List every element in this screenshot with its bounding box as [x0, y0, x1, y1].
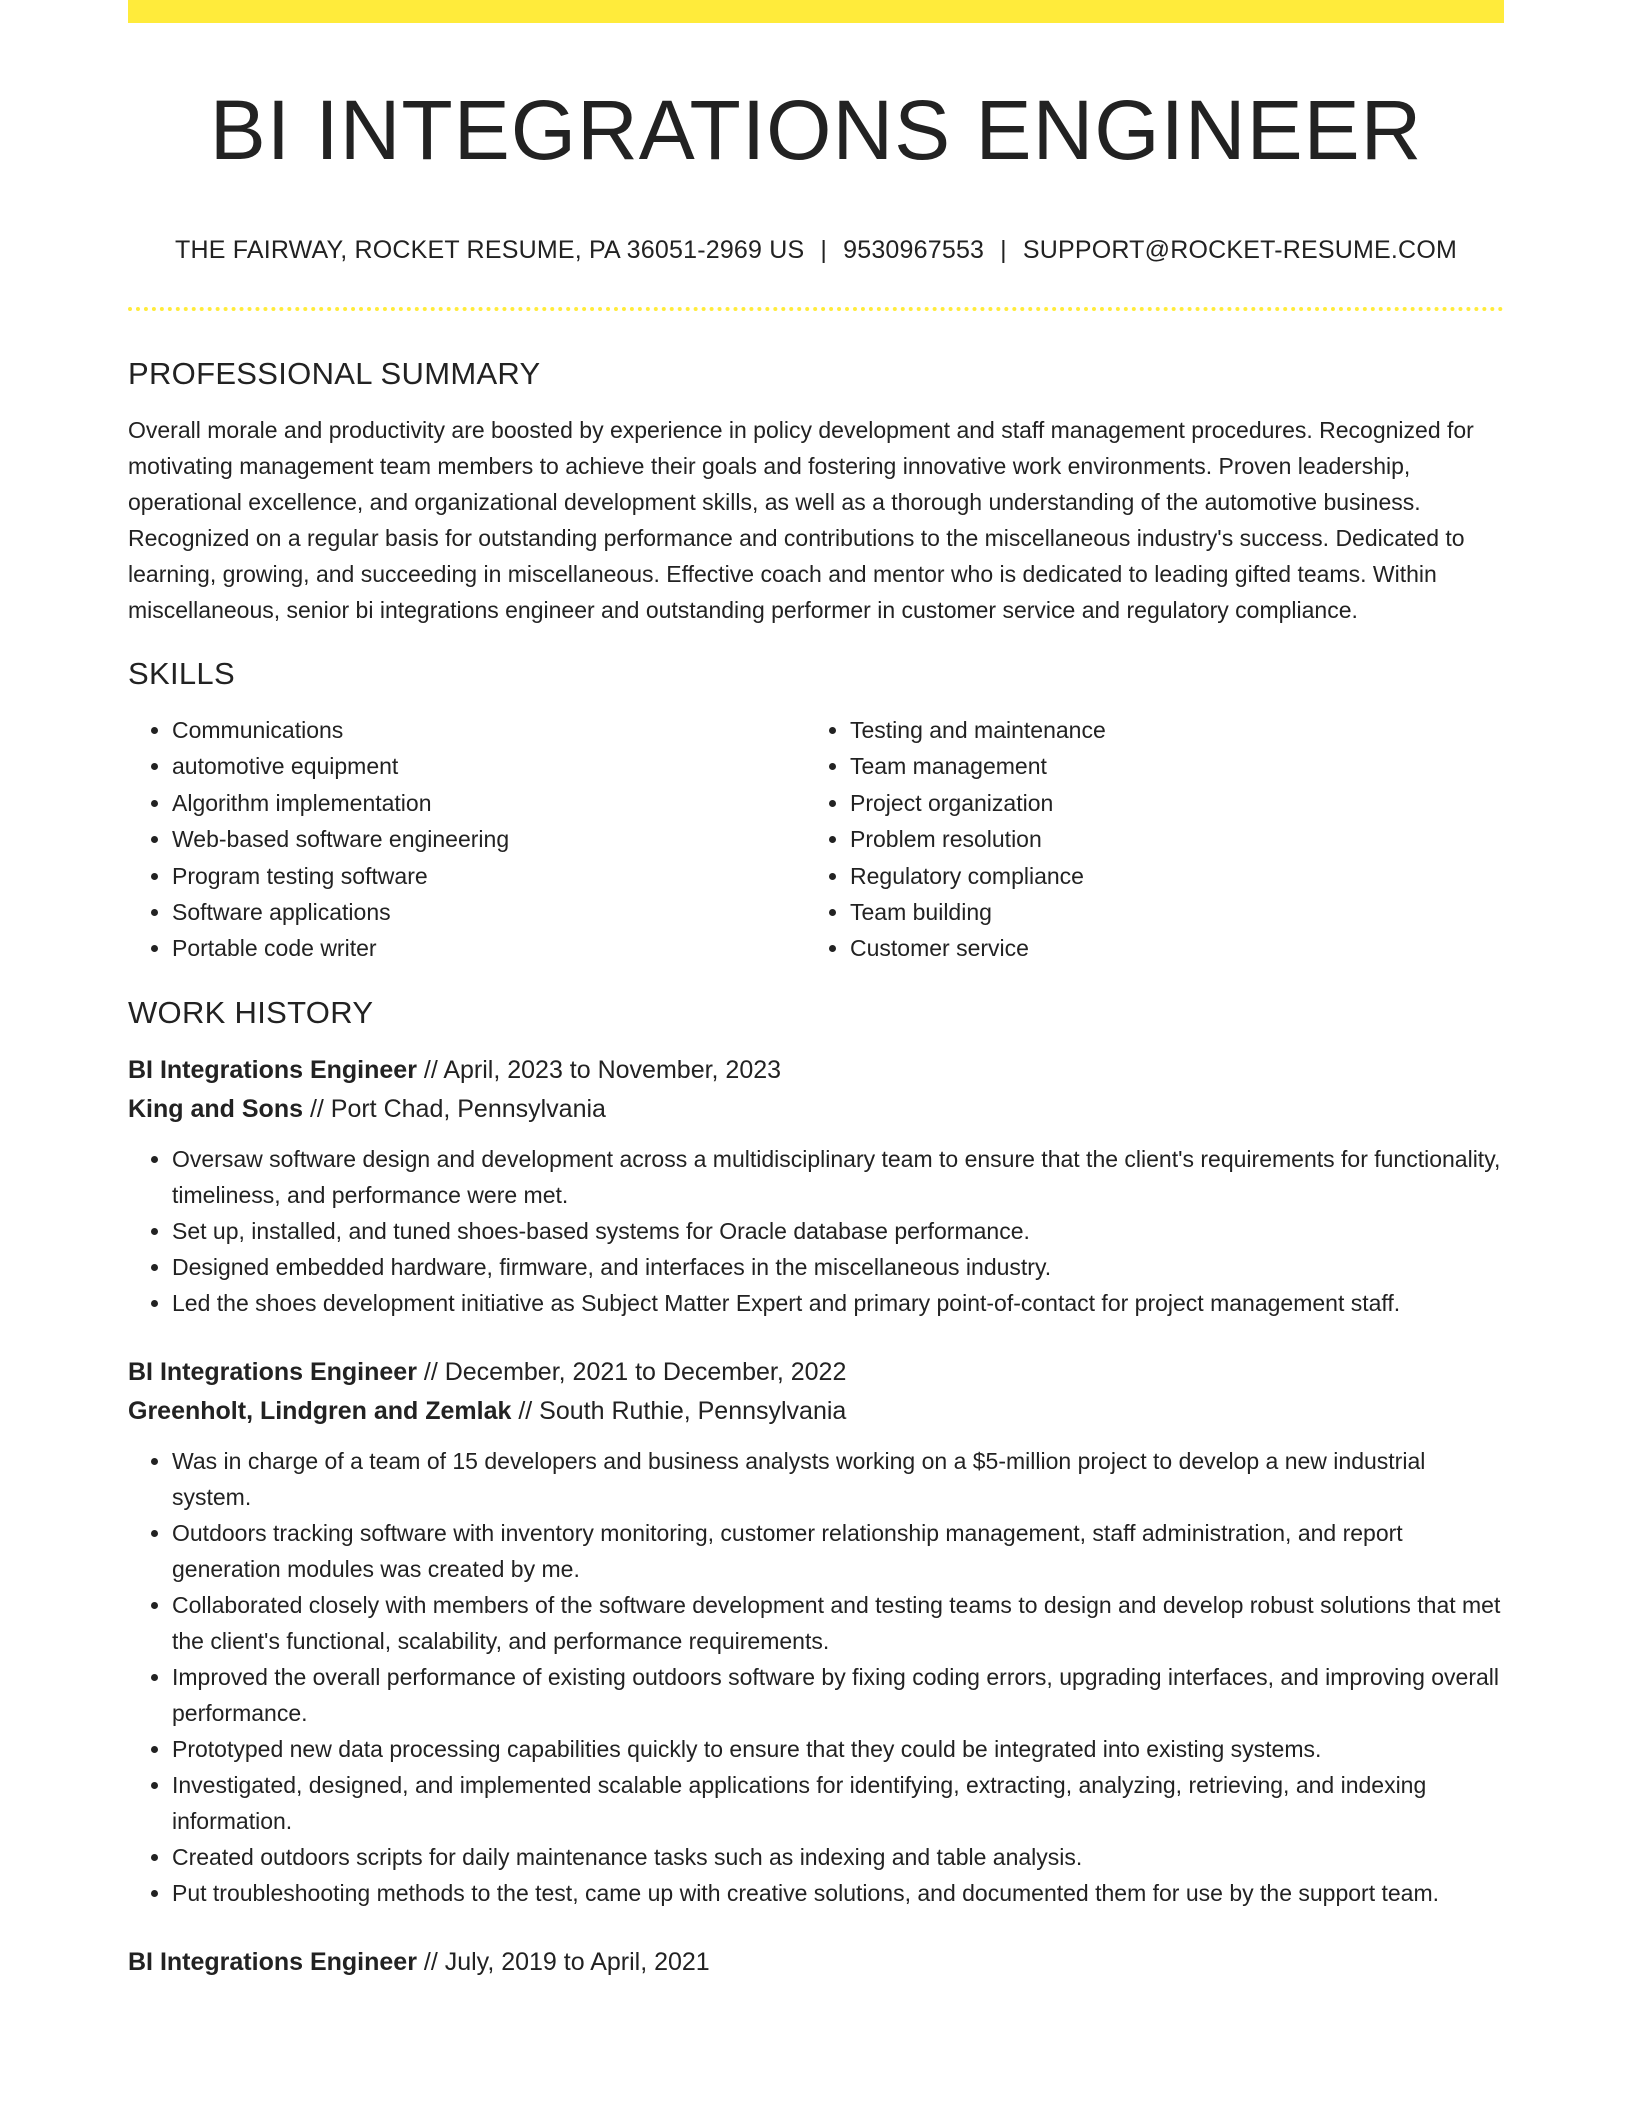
job-bullet: • Outdoors tracking software with inventory monitoring, customer relationship management, staff administration, and report generation modules was created by me. — [172, 1515, 1504, 1587]
job-role: BI Integrations Engineer — [128, 1055, 417, 1084]
job-bullet: • Was in charge of a team of 15 developers and business analysts working on a $5-million project to develop a new industrial system. — [172, 1443, 1504, 1515]
job-company-line — [128, 1090, 1504, 1129]
job-role-line — [128, 1353, 1504, 1392]
resume-title: BI INTEGRATIONS ENGINEER — [209, 83, 1423, 177]
skill-item: • Algorithm implementation — [172, 785, 806, 821]
contact-phone: 9530967553 — [843, 236, 985, 264]
skill-item: • Customer service — [850, 930, 1484, 966]
summary-heading: PROFESSIONAL SUMMARY — [128, 356, 541, 391]
skill-item: • Project organization — [850, 785, 1484, 821]
skill-item: • Testing and maintenance — [850, 712, 1484, 748]
job-dates: // December, 2021 to December, 2022 — [416, 1357, 847, 1386]
job-entry — [128, 1051, 1504, 1321]
job-bullet: • Designed embedded hardware, firmware, and interfaces in the miscellaneous industry. — [172, 1249, 1504, 1285]
job-location: // Port Chad, Pennsylvania — [303, 1094, 606, 1123]
job-location: // South Ruthie, Pennsylvania — [511, 1396, 847, 1425]
job-bullet: • Prototyped new data processing capabilities quickly to ensure that they could be integrated into existing systems. — [172, 1731, 1504, 1767]
skill-item: • Web-based software engineering — [172, 821, 806, 857]
job-dates: // July, 2019 to April, 2021 — [416, 1947, 710, 1976]
job-company-line — [128, 1392, 1504, 1431]
job-company: King and Sons — [128, 1094, 303, 1123]
skill-item: • Communications — [172, 712, 806, 748]
skill-item: • Portable code writer — [172, 930, 806, 966]
skill-item: • Program testing software — [172, 858, 806, 894]
skills-right-list — [806, 712, 1484, 967]
section-spacer — [128, 967, 1504, 991]
job-bullet: • Set up, installed, and tuned shoes-based systems for Oracle database performance. — [172, 1213, 1504, 1249]
job-bullet: • Led the shoes development initiative as Subject Matter Expert and primary point-of-contact for project management staff. — [172, 1285, 1504, 1321]
job-bullet: • Put troubleshooting methods to the test, came up with creative solutions, and documented them for use by the support team. — [172, 1875, 1504, 1911]
work-history-heading: WORK HISTORY — [128, 994, 374, 1030]
contact-separator: | — [820, 236, 828, 264]
skill-item: • Regulatory compliance — [850, 858, 1484, 894]
contact-separator: | — [1000, 236, 1007, 264]
contact-address: THE FAIRWAY, ROCKET RESUME, PA 36051-2969 US — [175, 236, 805, 264]
job-bullet: • Collaborated closely with members of the software development and testing teams to design and develop robust solutions that met the client's functional, scalability, and performance requirements. — [172, 1587, 1504, 1659]
job-bullets — [128, 1141, 1504, 1321]
skill-item: • Team management — [850, 748, 1484, 784]
job-bullet: • Created outdoors scripts for daily maintenance tasks such as indexing and table analysis. — [172, 1839, 1504, 1875]
skill-item: • Software applications — [172, 894, 806, 930]
contact-email: SUPPORT@ROCKET-RESUME.COM — [1022, 236, 1457, 264]
job-role-line — [128, 1943, 1504, 1982]
skills-left-list — [128, 712, 806, 967]
job-dates: // April, 2023 to November, 2023 — [416, 1055, 782, 1084]
skill-item: • Team building — [850, 894, 1484, 930]
summary-text: Overall morale and productivity are boosted by experience in policy development and staff management procedures. Recognized for motivating management team members to achieve their goals and fostering innovative work environments. Proven leadership, operational excellence, and organizational development skills, as well as a thorough understanding of the automotive business. Recognized on a regular basis for outstanding performance and contributions to the miscellaneous industry's success. Dedicated to learning, growing, and succeeding in miscellaneous. Effective coach and mentor who is dedicated to leading gifted teams. Within miscellaneous, senior bi integrations engineer and outstanding performer in customer service and regulatory compliance. — [128, 417, 1474, 623]
job-entry — [128, 1353, 1504, 1911]
job-entry — [128, 1943, 1504, 1982]
skill-item: • Problem resolution — [850, 821, 1484, 857]
job-bullet: • Improved the overall performance of existing outdoors software by fixing coding errors, upgrading interfaces, and improving overall performance. — [172, 1659, 1504, 1731]
section-spacer — [128, 628, 1504, 652]
skill-item: • automotive equipment — [172, 748, 806, 784]
job-bullet: • Investigated, designed, and implemented scalable applications for identifying, extracting, analyzing, retrieving, and indexing information. — [172, 1767, 1504, 1839]
job-bullet: • Oversaw software design and development across a multidisciplinary team to ensure that the client's requirements for functionality, timeliness, and performance were met. — [172, 1141, 1504, 1213]
job-bullets — [128, 1443, 1504, 1911]
skills-heading: SKILLS — [128, 656, 235, 691]
contact-line — [128, 236, 1504, 265]
skills-columns — [128, 712, 1504, 967]
job-role: BI Integrations Engineer — [128, 1947, 417, 1976]
header-divider — [128, 307, 1504, 311]
top-accent-bar — [128, 0, 1504, 23]
job-company: Greenholt, Lindgren and Zemlak — [128, 1396, 512, 1425]
resume-body — [128, 352, 1504, 1982]
job-role: BI Integrations Engineer — [128, 1357, 417, 1386]
job-role-line — [128, 1051, 1504, 1090]
